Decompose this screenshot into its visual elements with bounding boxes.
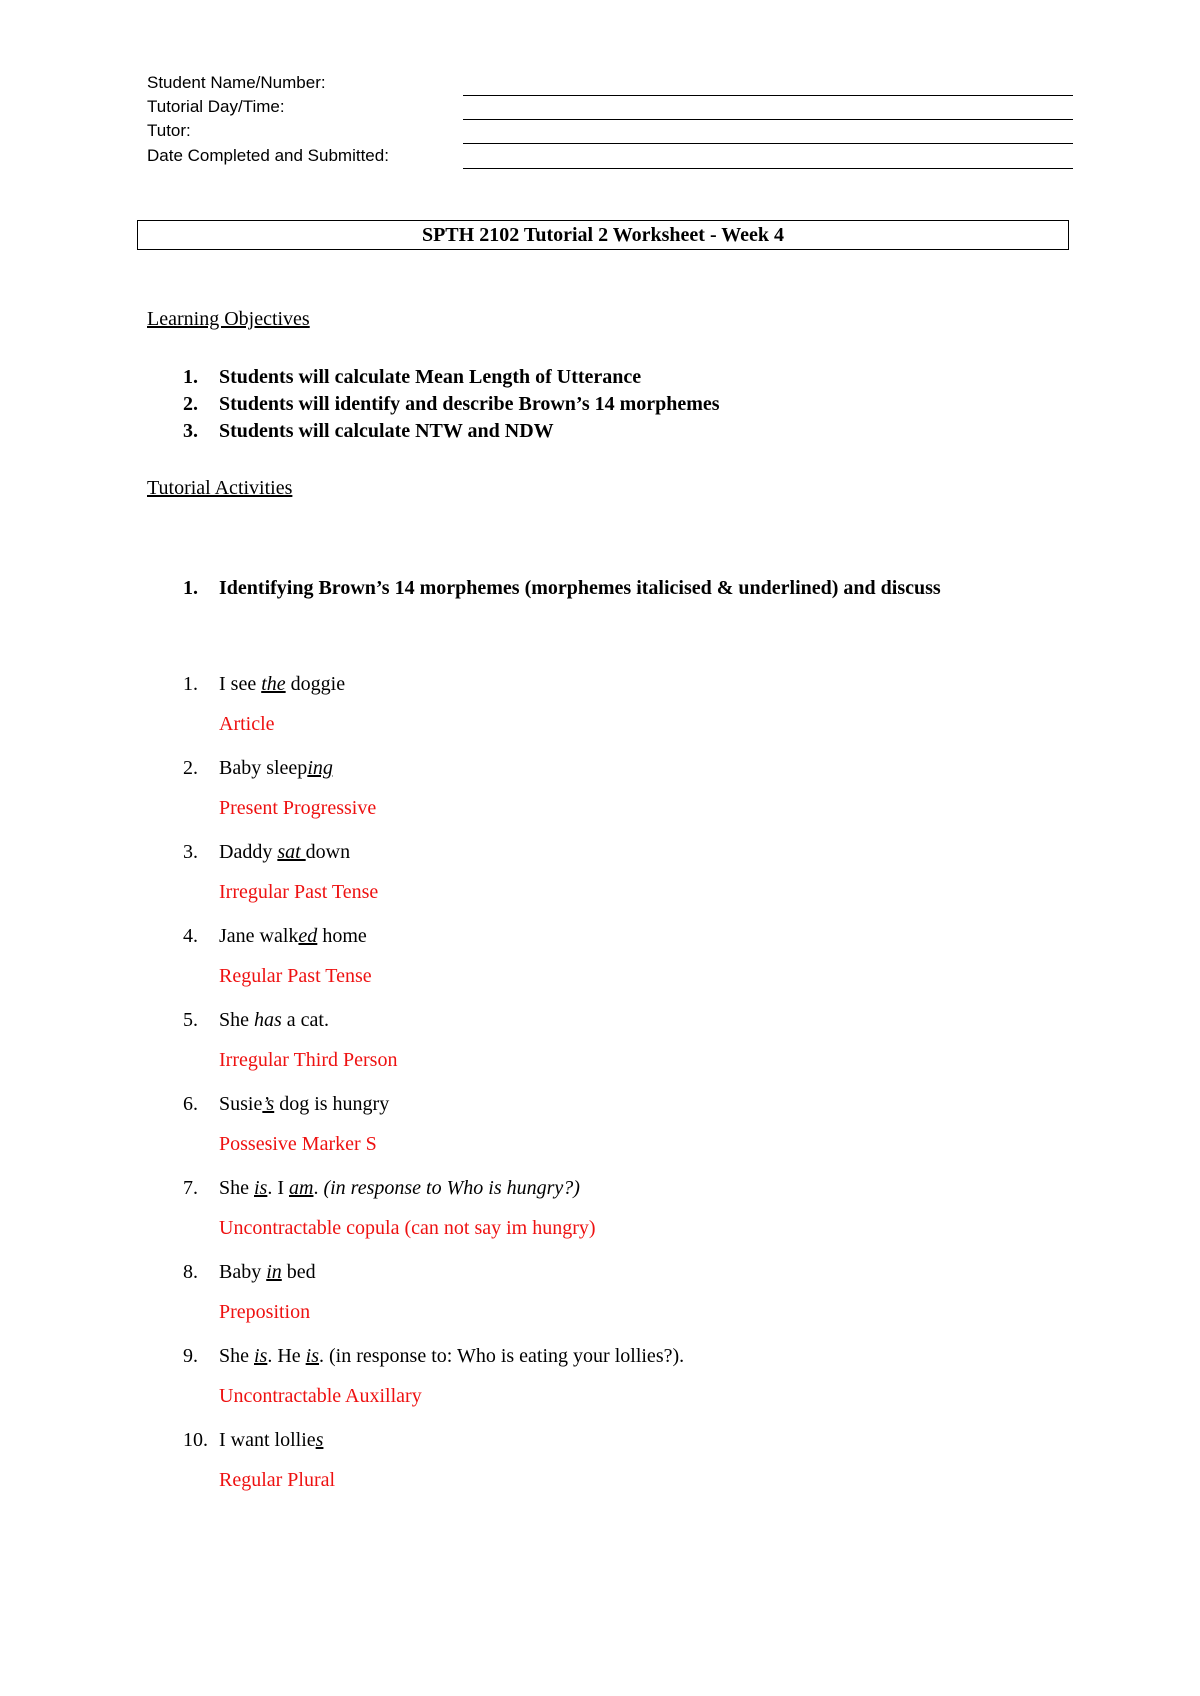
example-answer: Preposition (219, 1301, 311, 1323)
example-sentence (219, 1340, 684, 1372)
field-label: Tutor: (147, 121, 191, 140)
morpheme: has (254, 1009, 282, 1031)
example-sentence (219, 1424, 323, 1456)
example-number: 5. (183, 1009, 198, 1031)
example-item (147, 752, 1047, 836)
sentence-text: . (319, 1345, 330, 1367)
example-number: 6. (183, 1093, 198, 1115)
example-sentence (219, 1088, 389, 1120)
example-sentence (219, 1256, 316, 1288)
context-note: (in response to Who is hungry?) (323, 1177, 580, 1199)
sentence-text: down (305, 841, 351, 863)
morpheme: is (254, 1177, 268, 1199)
example-answer: Regular Past Tense (219, 965, 372, 987)
example-item (147, 1256, 1047, 1340)
example-sentence (219, 1004, 329, 1036)
example-number: 2. (183, 757, 198, 779)
example-number: 1. (183, 673, 198, 695)
tutor-field (147, 120, 1073, 144)
date-submitted-field (147, 145, 1073, 169)
objective-item (147, 418, 1047, 445)
objective-number: 3. (183, 420, 198, 442)
example-item (147, 920, 1047, 1004)
learning-objectives-heading: Learning Objectives (147, 308, 310, 330)
morpheme: am (289, 1177, 314, 1199)
example-item (147, 1004, 1047, 1088)
example-sentence (219, 920, 367, 952)
example-answer: Irregular Past Tense (219, 881, 379, 903)
page-title: SPTH 2102 Tutorial 2 Worksheet - Week 4 (421, 223, 785, 246)
objective-item (147, 364, 1047, 391)
example-number: 8. (183, 1261, 198, 1283)
morpheme: ed (298, 925, 318, 947)
sentence-text: a cat. (281, 1009, 329, 1031)
objective-text: Students will calculate NTW and NDW (219, 420, 554, 442)
example-sentence (219, 668, 345, 700)
example-number: 7. (183, 1177, 198, 1199)
sentence-text: doggie (285, 673, 346, 695)
activity-title: Identifying Brown’s 14 morphemes (morphemes italicised & underlined) and discuss (219, 577, 941, 599)
example-sentence (219, 752, 333, 784)
examples-list (147, 668, 1047, 1508)
sentence-text: Baby sleep (219, 757, 308, 779)
example-number: 9. (183, 1345, 198, 1367)
sentence-text: Baby (219, 1261, 267, 1283)
sentence-text: . He (267, 1345, 306, 1367)
sentence-text: . (313, 1177, 324, 1199)
sentence-text: home (317, 925, 367, 947)
student-name-field (147, 72, 1073, 96)
sentence-text: Susie (219, 1093, 263, 1115)
example-answer: Possesive Marker S (219, 1133, 377, 1155)
activity-heading (147, 572, 1067, 604)
sentence-text: dog is hungry (274, 1093, 390, 1115)
activity-number: 1. (183, 577, 198, 599)
example-answer: Present Progressive (219, 797, 377, 819)
example-answer: Uncontractable copula (can not say im hungry) (219, 1217, 596, 1239)
sentence-text: She (219, 1009, 254, 1031)
field-label: Student Name/Number: (147, 73, 326, 92)
field-line[interactable] (463, 143, 1073, 144)
objective-text: Students will calculate Mean Length of Utterance (219, 366, 642, 388)
morpheme: is (305, 1345, 320, 1367)
morpheme: the (261, 673, 286, 695)
example-number: 3. (183, 841, 198, 863)
field-label: Date Completed and Submitted: (147, 146, 389, 165)
example-item (147, 668, 1047, 752)
morpheme: s (315, 1429, 324, 1451)
sentence-text: I see (219, 673, 262, 695)
objective-number: 2. (183, 393, 198, 415)
example-item (147, 1172, 1047, 1256)
objective-number: 1. (183, 366, 198, 388)
example-sentence (219, 836, 350, 868)
title-box (137, 220, 1069, 250)
example-item (147, 1088, 1047, 1172)
context-note: (in response to: Who is eating your lollies?). (329, 1345, 685, 1367)
example-number: 10. (183, 1429, 208, 1451)
example-answer: Article (219, 713, 275, 735)
example-item (147, 1340, 1047, 1424)
objective-text: Students will identify and describe Brown’s 14 morphemes (219, 393, 720, 415)
sentence-text: bed (281, 1261, 316, 1283)
example-item (147, 836, 1047, 920)
morpheme: in (266, 1261, 282, 1283)
morpheme: sat (277, 841, 306, 863)
morpheme: ’s (262, 1093, 275, 1115)
sentence-text: She (219, 1345, 254, 1367)
field-line[interactable] (463, 168, 1073, 169)
tutorial-day-time-field (147, 96, 1073, 120)
sentence-text: Jane walk (219, 925, 299, 947)
morpheme: ing (307, 757, 333, 779)
tutorial-activities-heading: Tutorial Activities (147, 477, 293, 499)
objectives-list (147, 364, 1047, 445)
sentence-text: . I (267, 1177, 290, 1199)
example-sentence (219, 1172, 580, 1204)
field-label: Tutorial Day/Time: (147, 97, 285, 116)
example-answer: Uncontractable Auxillary (219, 1385, 422, 1407)
example-answer: Irregular Third Person (219, 1049, 398, 1071)
sentence-text: Daddy (219, 841, 278, 863)
sentence-text: She (219, 1177, 254, 1199)
example-number: 4. (183, 925, 198, 947)
morpheme: is (254, 1345, 268, 1367)
sentence-text: I want lollie (219, 1429, 316, 1451)
objective-item (147, 391, 1047, 418)
example-item (147, 1424, 1047, 1508)
example-answer: Regular Plural (219, 1469, 336, 1491)
